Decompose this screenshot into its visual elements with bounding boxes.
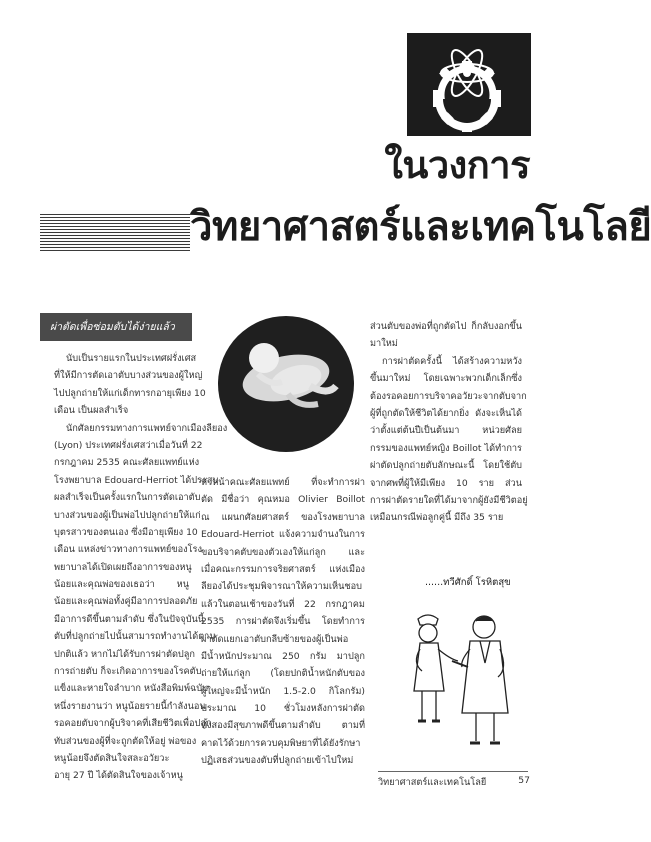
- article-line: แข็งและหายใจลำบาก หนังสือพิมพ์ฉบับ: [54, 683, 208, 695]
- article-line: (Lyon) ประเทศฝรั่งเศสว่าเมื่อวันที่ 22: [54, 439, 203, 451]
- article-line: หนูน้อยจึงตัดสินใจสละอวัยวะ: [54, 752, 170, 764]
- page-number: 57: [518, 775, 530, 786]
- article-line: เมื่อคณะกรรมการจริยศาสตร์ แห่งเมือง: [201, 563, 365, 575]
- article-line: แล้วในตอนเช้าของวันที่ 22 กรกฎาคม: [201, 598, 365, 610]
- article-line: บางส่วนของผู้เป็นพ่อไปปลูกถ่ายให้แก่: [54, 509, 201, 521]
- article-line: Edouard-Herriot แจ้งความจำนงในการ: [201, 529, 365, 541]
- article-line: ทั้งสองมีสุขภาพดีขึ้นตามลำดับ ตามที่: [201, 720, 365, 732]
- section-heading: ผ่าตัดเพื่อซ่อมตับได้ง่ายแล้ว: [40, 313, 192, 341]
- article-line: รอคอยตับจากผู้บริจาคที่เสียชีวิตเพื่อปลูก: [54, 718, 212, 730]
- article-line: เดือน เป็นผลสำเร็จ: [54, 405, 129, 417]
- article-line: ทับส่วนของผู้ที่จะถูกตัดให้อยู่ พ่อของ: [54, 735, 197, 747]
- article-line: ส่วนตับของพ่อที่ถูกตัดไป ก็กลับงอกขึ้น: [370, 321, 522, 332]
- infant-in-circle-photo: [218, 316, 354, 452]
- article-line: กรกฎาคม 2535 คณะศัลยแพทย์แห่ง: [54, 457, 200, 469]
- article-line: นับเป็นรายแรกในประเทศฝรั่งเศส: [66, 353, 197, 364]
- article-line: การถ่ายตับ ก็จะเกิดอาการของโรคตับ: [54, 666, 202, 678]
- article-column-3: [370, 318, 528, 527]
- article-line: เดือน แหล่งข่าวทางการแพทย์ของโรง: [54, 544, 202, 556]
- title-stripe-decoration: [40, 214, 190, 252]
- article-line: ตับที่ปลูกถ่ายไปนั้นสามารถทำงานได้ตาม: [54, 631, 216, 643]
- article-line: 2535 การผ่าตัดจึงเริ่มขึ้น โดยทำการ: [201, 616, 365, 628]
- article-line: น้อยและคุณพ่อของเธอว่า หนู: [54, 579, 189, 591]
- article-line: ขอบริจาคตับของตัวเองให้แก่ลูก และ: [201, 546, 365, 558]
- article-line: โรงพยาบาล Edouard-Herriot ได้ประสบ: [54, 474, 219, 486]
- article-line: ผลสำเร็จเป็นครั้งแรกในการตัดเอาตับ: [54, 492, 201, 504]
- article-line: พยาบาลได้เปิดเผยถึงอาการของหนู: [54, 561, 192, 573]
- nurse-and-doctor-illustration: [400, 603, 530, 757]
- article-line: ประมาณ 10 ชั่วโมงหลังการผ่าตัด: [201, 703, 365, 715]
- article-line: หนึ่งรายงานว่า หนูน้อยรายนี้กำลังนอน: [54, 700, 206, 712]
- article-line: เหมือนกรณีพ่อลูกคู่นี้ มีถึง 35 ราย: [370, 512, 504, 524]
- article-line: ณ แผนกศัลยศาสตร์ ของโรงพยาบาล: [201, 511, 365, 523]
- article-line: การผ่าตัดรายใดที่ได้มาจากผู้ยังมีชีวิตอยู่: [370, 494, 528, 506]
- article-line: มาใหม่: [370, 338, 398, 350]
- page-title-line1: ในวงการ: [384, 143, 530, 187]
- article-line: ที่ให้มีการตัดเอาตับบางส่วนของผู้ใหญ่: [54, 370, 203, 382]
- article-line: ขึ้นมาใหม่ โดยเฉพาะพวกเด็กเล็กซึ่ง: [370, 373, 522, 385]
- article-line: ต้องรอคอยการบริจาคอวัยวะจากตับจาก: [370, 390, 527, 402]
- article-line: นักศัลยกรรมทางการแพทย์จากเมืองลียอง: [66, 422, 228, 434]
- gear-atom-icon: [407, 33, 531, 136]
- article-line: คาดไว้ด้วยการควบคุมพิษยาที่ได้ยังรักษา: [201, 737, 361, 749]
- article-column-2: [201, 474, 365, 770]
- article-line: กรรมของแพทย์หญิง Boillot ได้ทำการ: [370, 442, 522, 454]
- article-line: ว่าตั้งแต่ต้นปีเป็นต้นมา หน่วยศัลย: [370, 425, 522, 437]
- article-line: จากศพที่ผู้ให้มีเพียง 10 ราย ส่วน: [370, 477, 522, 489]
- article-line: ลียองได้ประชุมพิจารณาให้ความเห็นชอบ: [201, 581, 362, 593]
- footer-magazine-name: วิทยาศาสตร์และเทคโนโลยี: [378, 777, 487, 788]
- article-line: หัวหน้าคณะศัลยแพทย์ ที่จะทำการผ่า: [201, 477, 365, 488]
- article-line: น้อยและคุณพ่อทั้งคู่มีอาการปลอดภัย: [54, 596, 198, 608]
- article-line: การผ่าตัดครั้งนี้ ได้สร้างความหวัง: [382, 355, 522, 367]
- author-byline: ......ทวีศักดิ์ โรหิตสุข: [425, 577, 511, 588]
- article-line: ผู้ที่ถูกตัดให้ชีวิตได้ยากยิ่ง ดังจะเห็นได้: [370, 407, 522, 419]
- article-line: ปฏิเสธส่วนของตับที่ปลูกถ่ายเข้าไปใหม่: [201, 755, 354, 767]
- article-line: ผ่าตัดแยกเอาตับกลีบซ้ายของผู้เป็นพ่อ: [201, 633, 349, 645]
- footer-divider: [378, 771, 528, 772]
- page-footer: [378, 775, 530, 790]
- page-title-line2: วิทยาศาสตร์และเทคโนโลยี: [190, 204, 651, 250]
- article-line: ผู้ใหญ่จะมีน้ำหนัก 1.5-2.0 กิโลกรัม): [201, 685, 365, 697]
- article-line: มีอาการดีขึ้นตามลำดับ ซึ่งในปัจจุบันนี้: [54, 613, 205, 625]
- article-line: มีน้ำหนักประมาณ 250 กรัม มาปลูก: [201, 650, 365, 662]
- article-line: บุตรสาวของตนเอง ซึ่งมีอายุเพียง 10: [54, 526, 198, 538]
- article-line: ตัด มีชื่อว่า คุณหมอ Olivier Boillot: [201, 494, 365, 506]
- article-line: ถ่ายให้แก่ลูก (โดยปกติน้ำหนักตับของ: [201, 668, 365, 680]
- article-line: ผ่าตัดปลูกถ่ายตับลักษณะนี้ โดยใช้ตับ: [370, 460, 522, 472]
- article-column-1: [54, 350, 228, 785]
- article-line: ปกติแล้ว หากไม่ได้รับการผ่าตัดปลูก: [54, 648, 195, 660]
- article-line: ไปปลูกถ่ายให้แก่เด็กทารกอายุเพียง 10: [54, 387, 206, 399]
- article-line: อายุ 27 ปี ได้ตัดสินใจของเจ้าหนู: [54, 770, 183, 782]
